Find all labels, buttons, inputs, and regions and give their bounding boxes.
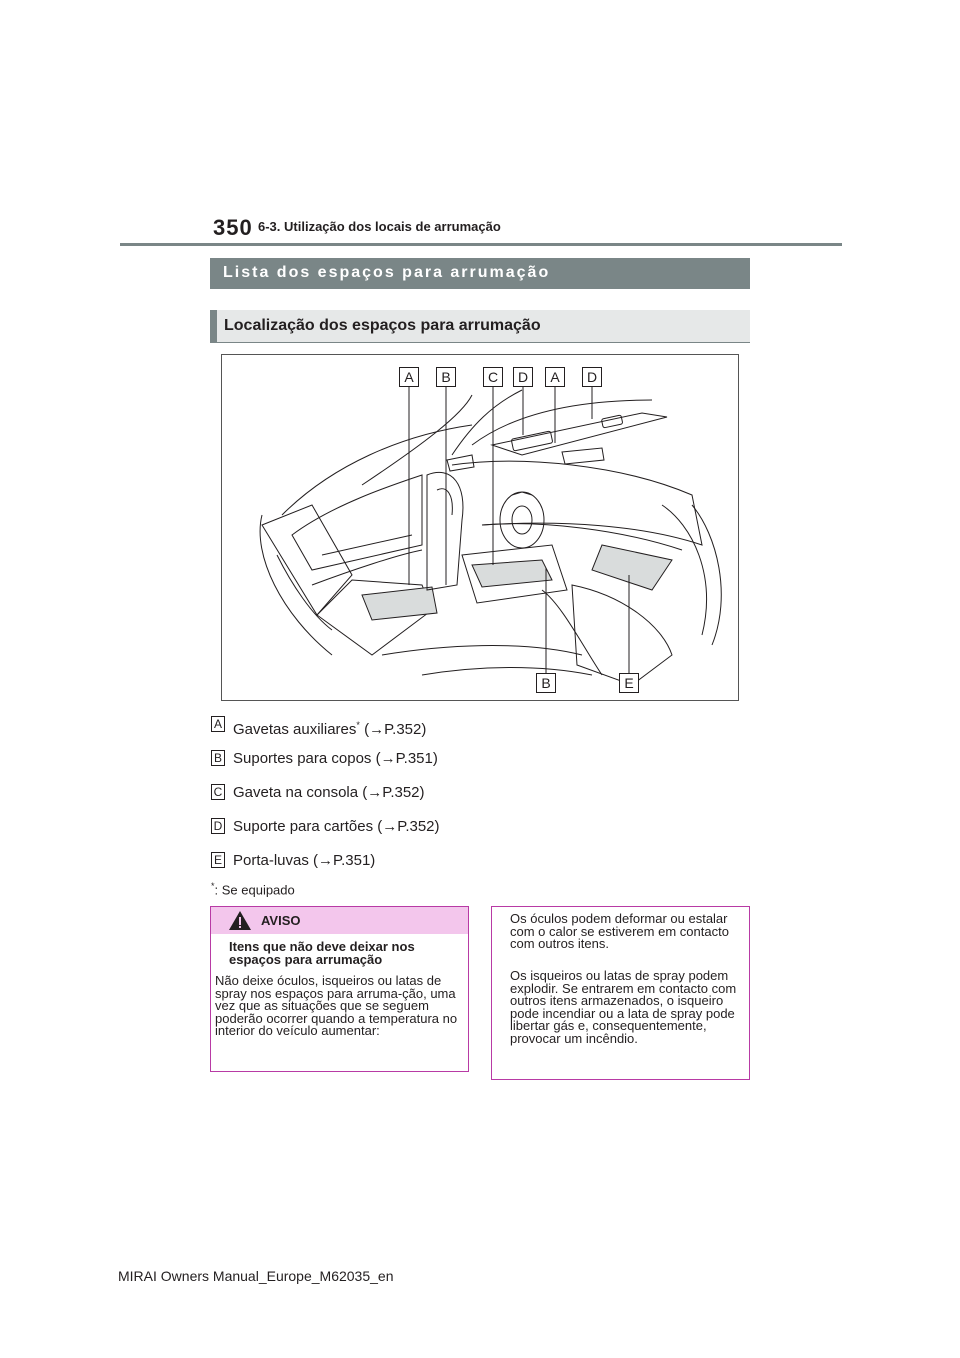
subsection-accent: [210, 310, 217, 343]
page-number: 350: [213, 215, 253, 240]
legend-label: Gavetas auxiliares: [233, 721, 357, 738]
warning-heading: Itens que não deve deixar nos espaços para arrumação: [229, 939, 415, 967]
callout-a-second: A: [545, 367, 565, 387]
callout-d: D: [513, 367, 533, 387]
footnote-marker: *: [211, 881, 215, 891]
interior-illustration: [221, 354, 739, 701]
warning-body: Não deixe óculos, isqueiros ou latas de spray nos espaços para arruma-ção, uma vez que as situações que se seguem poderão ocorrer quando a temperatura no interior do veículo aumentar:: [215, 973, 458, 1039]
footnote-text: : Se equipado: [214, 882, 295, 898]
section-title: Lista dos espaços para arrumação: [223, 264, 551, 281]
warning-box: [210, 906, 469, 1072]
callout-a: A: [399, 367, 419, 387]
warning-glasses-paragraph: Os óculos podem deformar ou estalar com o calor se estiverem em contacto com outros itens.: [510, 911, 729, 952]
legend-label: Suportes para copos: [233, 750, 372, 767]
legend-key: E: [211, 852, 225, 868]
legend-page-ref[interactable]: (→P.352): [359, 721, 427, 738]
subsection-title: Localização dos espaços para arrumação: [224, 317, 541, 334]
footnote: [211, 881, 295, 897]
warning-label: AVISO: [261, 913, 301, 928]
callout-b-bottom: B: [536, 673, 556, 693]
legend-key: D: [211, 818, 225, 834]
warning-continuation-box: [491, 906, 750, 1080]
chapter-title: 6-3. Utilização dos locais de arrumação: [258, 219, 501, 234]
warning-triangle-icon: [228, 910, 252, 931]
legend-page-ref[interactable]: (→P.351): [371, 750, 438, 767]
callout-e-bottom: E: [619, 673, 639, 693]
legend-label: Gaveta na consola: [233, 784, 359, 801]
legend-footnote-marker: *: [356, 720, 360, 730]
legend-label: Suporte para cartões: [233, 818, 374, 835]
legend-key: B: [211, 750, 225, 766]
header-rule: [120, 243, 842, 246]
legend-key: C: [211, 784, 225, 800]
warning-header: [211, 907, 468, 934]
footer-manual-id: MIRAI Owners Manual_Europe_M62035_en: [118, 1268, 394, 1284]
callout-c: C: [483, 367, 503, 387]
car-interior-drawing: [222, 355, 738, 700]
legend-page-ref[interactable]: (→P.352): [358, 784, 425, 801]
legend-key: A: [211, 716, 225, 732]
legend-label: Porta-luvas: [233, 852, 309, 869]
warning-lighters-paragraph: Os isqueiros ou latas de spray podem explodir. Se entrarem em contacto com outros itens armazenados, o isqueiro pode incendiar ou a lata de spray pode libertar gás e, consequentemente, provocar um incêndio.: [510, 968, 737, 1046]
legend-page-ref[interactable]: (→P.352): [373, 818, 440, 835]
callout-d-second: D: [582, 367, 602, 387]
legend-page-ref[interactable]: (→P.351): [308, 852, 376, 869]
callout-b: B: [436, 367, 456, 387]
